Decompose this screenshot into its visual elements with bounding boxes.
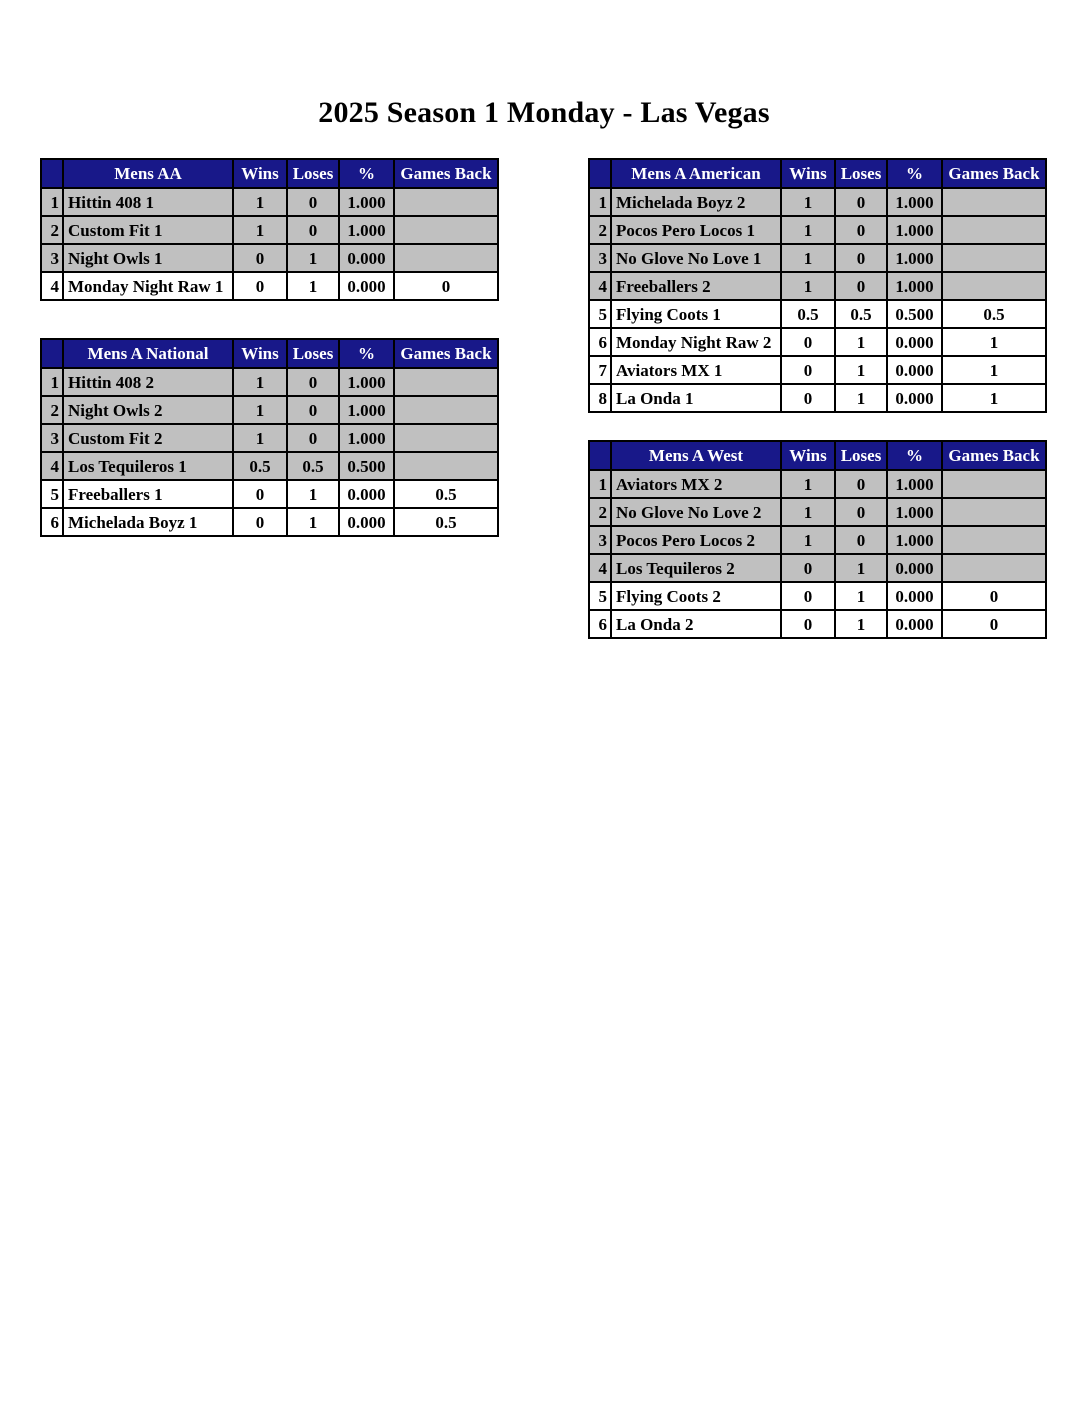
header-row: [589, 159, 1046, 188]
header-rank-cell: [589, 441, 611, 470]
loses-cell: 0: [287, 368, 339, 396]
header-row: [41, 339, 498, 368]
team-name-cell: Custom Fit 2: [63, 424, 233, 452]
table-row: [41, 216, 498, 244]
pct-cell: 1.000: [339, 216, 394, 244]
team-name-cell: Los Tequileros 1: [63, 452, 233, 480]
loses-cell: 0: [835, 470, 887, 498]
games-back-cell: 0.5: [394, 508, 498, 536]
loses-cell: 0: [287, 396, 339, 424]
wins-cell: 0: [781, 384, 835, 412]
loses-cell: 0.5: [835, 300, 887, 328]
rank-cell: 4: [41, 452, 63, 480]
table-row: [41, 480, 498, 508]
rank-cell: 8: [589, 384, 611, 412]
loses-cell: 0: [835, 244, 887, 272]
wins-cell: 1: [233, 368, 287, 396]
team-name-cell: La Onda 2: [611, 610, 781, 638]
games-back-cell: 0: [942, 610, 1046, 638]
team-name-cell: Pocos Pero Locos 2: [611, 526, 781, 554]
games-back-cell: [942, 554, 1046, 582]
loses-cell: 0: [835, 272, 887, 300]
pct-cell: 1.000: [887, 498, 942, 526]
header-wins-cell: Wins: [781, 159, 835, 188]
header-row: [589, 441, 1046, 470]
table-row: [589, 554, 1046, 582]
pct-cell: 0.000: [339, 508, 394, 536]
rank-cell: 5: [41, 480, 63, 508]
pct-cell: 1.000: [339, 396, 394, 424]
rank-cell: 3: [41, 244, 63, 272]
table-row: [589, 470, 1046, 498]
loses-cell: 0: [287, 216, 339, 244]
header-pct-cell: %: [339, 159, 394, 188]
team-name-cell: Night Owls 2: [63, 396, 233, 424]
pct-cell: 0.500: [887, 300, 942, 328]
page-title: 2025 Season 1 Monday - Las Vegas: [318, 96, 770, 129]
header-wins-cell: Wins: [233, 159, 287, 188]
team-name-cell: Freeballers 2: [611, 272, 781, 300]
team-name-cell: Aviators MX 1: [611, 356, 781, 384]
table-row: [41, 508, 498, 536]
table-row: [589, 498, 1046, 526]
wins-cell: 1: [233, 396, 287, 424]
header-games-back-cell: Games Back: [942, 441, 1046, 470]
loses-cell: 1: [287, 480, 339, 508]
games-back-cell: [394, 188, 498, 216]
games-back-cell: 1: [942, 384, 1046, 412]
loses-cell: 1: [287, 244, 339, 272]
rank-cell: 6: [41, 508, 63, 536]
rank-cell: 4: [41, 272, 63, 300]
pct-cell: 1.000: [339, 424, 394, 452]
team-name-cell: La Onda 1: [611, 384, 781, 412]
rank-cell: 7: [589, 356, 611, 384]
team-name-cell: No Glove No Love 2: [611, 498, 781, 526]
pct-cell: 0.000: [339, 480, 394, 508]
wins-cell: 0: [781, 582, 835, 610]
pct-cell: 0.000: [887, 356, 942, 384]
rank-cell: 4: [589, 554, 611, 582]
loses-cell: 0: [835, 526, 887, 554]
loses-cell: 1: [835, 384, 887, 412]
rank-cell: 5: [589, 582, 611, 610]
rank-cell: 5: [589, 300, 611, 328]
team-name-cell: Freeballers 1: [63, 480, 233, 508]
header-rank-cell: [41, 159, 63, 188]
team-name-cell: Flying Coots 2: [611, 582, 781, 610]
games-back-cell: 0.5: [394, 480, 498, 508]
games-back-cell: 1: [942, 356, 1046, 384]
pct-cell: 0.000: [887, 610, 942, 638]
wins-cell: 0.5: [781, 300, 835, 328]
team-name-cell: Flying Coots 1: [611, 300, 781, 328]
wins-cell: 1: [233, 216, 287, 244]
wins-cell: 1: [233, 424, 287, 452]
loses-cell: 0: [287, 188, 339, 216]
wins-cell: 1: [781, 216, 835, 244]
team-name-cell: Custom Fit 1: [63, 216, 233, 244]
games-back-cell: [394, 368, 498, 396]
games-back-cell: [394, 244, 498, 272]
standings-table-mens-a-national: [40, 338, 499, 537]
loses-cell: 1: [287, 508, 339, 536]
pct-cell: 1.000: [887, 470, 942, 498]
loses-cell: 1: [835, 554, 887, 582]
standings-table-mens-a-american: [588, 158, 1047, 413]
team-name-cell: Monday Night Raw 2: [611, 328, 781, 356]
loses-cell: 0.5: [287, 452, 339, 480]
division-title-cell: Mens AA: [63, 159, 233, 188]
wins-cell: 0: [781, 554, 835, 582]
table-row: [41, 396, 498, 424]
wins-cell: 1: [781, 272, 835, 300]
rank-cell: 2: [589, 498, 611, 526]
header-row: [41, 159, 498, 188]
wins-cell: 0: [233, 480, 287, 508]
rank-cell: 2: [41, 396, 63, 424]
table-row: [589, 356, 1046, 384]
games-back-cell: [942, 216, 1046, 244]
wins-cell: 0: [781, 610, 835, 638]
games-back-cell: [942, 244, 1046, 272]
rank-cell: 6: [589, 328, 611, 356]
team-name-cell: Pocos Pero Locos 1: [611, 216, 781, 244]
games-back-cell: [942, 498, 1046, 526]
games-back-cell: [394, 216, 498, 244]
table-row: [41, 368, 498, 396]
division-title-cell: Mens A American: [611, 159, 781, 188]
games-back-cell: 1: [942, 328, 1046, 356]
table-row: [589, 216, 1046, 244]
loses-cell: 1: [835, 582, 887, 610]
rank-cell: 6: [589, 610, 611, 638]
table-row: [589, 526, 1046, 554]
rank-cell: 3: [41, 424, 63, 452]
header-games-back-cell: Games Back: [394, 159, 498, 188]
loses-cell: 1: [287, 272, 339, 300]
wins-cell: 0: [233, 272, 287, 300]
rank-cell: 2: [41, 216, 63, 244]
wins-cell: 0: [781, 356, 835, 384]
header-rank-cell: [41, 339, 63, 368]
header-wins-cell: Wins: [233, 339, 287, 368]
rank-cell: 4: [589, 272, 611, 300]
header-pct-cell: %: [339, 339, 394, 368]
loses-cell: 0: [835, 188, 887, 216]
games-back-cell: [394, 424, 498, 452]
games-back-cell: [942, 526, 1046, 554]
loses-cell: 1: [835, 356, 887, 384]
games-back-cell: [394, 452, 498, 480]
pct-cell: 0.000: [887, 582, 942, 610]
pct-cell: 0.000: [339, 272, 394, 300]
header-wins-cell: Wins: [781, 441, 835, 470]
standings-table-mens-a-west: [588, 440, 1047, 639]
table-row: [589, 582, 1046, 610]
loses-cell: 0: [835, 216, 887, 244]
pct-cell: 0.500: [339, 452, 394, 480]
team-name-cell: Michelada Boyz 1: [63, 508, 233, 536]
rank-cell: 1: [589, 188, 611, 216]
header-loses-cell: Loses: [835, 159, 887, 188]
table-row: [589, 244, 1046, 272]
loses-cell: 1: [835, 328, 887, 356]
rank-cell: 1: [589, 470, 611, 498]
table-row: [589, 300, 1046, 328]
wins-cell: 1: [781, 188, 835, 216]
rank-cell: 3: [589, 526, 611, 554]
games-back-cell: [394, 396, 498, 424]
pct-cell: 0.000: [887, 554, 942, 582]
loses-cell: 1: [835, 610, 887, 638]
team-name-cell: Aviators MX 2: [611, 470, 781, 498]
table-row: [41, 188, 498, 216]
table-row: [589, 328, 1046, 356]
header-loses-cell: Loses: [287, 159, 339, 188]
header-pct-cell: %: [887, 159, 942, 188]
games-back-cell: 0.5: [942, 300, 1046, 328]
wins-cell: 0: [233, 508, 287, 536]
header-loses-cell: Loses: [835, 441, 887, 470]
header-pct-cell: %: [887, 441, 942, 470]
header-games-back-cell: Games Back: [942, 159, 1046, 188]
table-row: [41, 452, 498, 480]
wins-cell: 0: [233, 244, 287, 272]
division-title-cell: Mens A National: [63, 339, 233, 368]
pct-cell: 0.000: [339, 244, 394, 272]
table-row: [589, 272, 1046, 300]
team-name-cell: Los Tequileros 2: [611, 554, 781, 582]
pct-cell: 0.000: [887, 328, 942, 356]
wins-cell: 0: [781, 328, 835, 356]
team-name-cell: Night Owls 1: [63, 244, 233, 272]
rank-cell: 1: [41, 188, 63, 216]
header-loses-cell: Loses: [287, 339, 339, 368]
wins-cell: 1: [781, 526, 835, 554]
table-row: [41, 424, 498, 452]
rank-cell: 2: [589, 216, 611, 244]
header-rank-cell: [589, 159, 611, 188]
table-row: [589, 610, 1046, 638]
pct-cell: 1.000: [887, 526, 942, 554]
pct-cell: 1.000: [887, 216, 942, 244]
wins-cell: 1: [233, 188, 287, 216]
pct-cell: 1.000: [887, 244, 942, 272]
pct-cell: 1.000: [887, 272, 942, 300]
loses-cell: 0: [287, 424, 339, 452]
team-name-cell: Hittin 408 1: [63, 188, 233, 216]
division-title-cell: Mens A West: [611, 441, 781, 470]
table-row: [41, 244, 498, 272]
table-row: [589, 384, 1046, 412]
games-back-cell: 0: [942, 582, 1046, 610]
table-row: [589, 188, 1046, 216]
team-name-cell: No Glove No Love 1: [611, 244, 781, 272]
pct-cell: 1.000: [339, 368, 394, 396]
header-games-back-cell: Games Back: [394, 339, 498, 368]
pct-cell: 1.000: [339, 188, 394, 216]
standings-table-mens-aa: [40, 158, 499, 301]
games-back-cell: 0: [394, 272, 498, 300]
games-back-cell: [942, 470, 1046, 498]
team-name-cell: Hittin 408 2: [63, 368, 233, 396]
wins-cell: 1: [781, 244, 835, 272]
team-name-cell: Michelada Boyz 2: [611, 188, 781, 216]
games-back-cell: [942, 188, 1046, 216]
wins-cell: 0.5: [233, 452, 287, 480]
rank-cell: 3: [589, 244, 611, 272]
wins-cell: 1: [781, 498, 835, 526]
pct-cell: 0.000: [887, 384, 942, 412]
loses-cell: 0: [835, 498, 887, 526]
wins-cell: 1: [781, 470, 835, 498]
team-name-cell: Monday Night Raw 1: [63, 272, 233, 300]
pct-cell: 1.000: [887, 188, 942, 216]
games-back-cell: [942, 272, 1046, 300]
table-row: [41, 272, 498, 300]
rank-cell: 1: [41, 368, 63, 396]
